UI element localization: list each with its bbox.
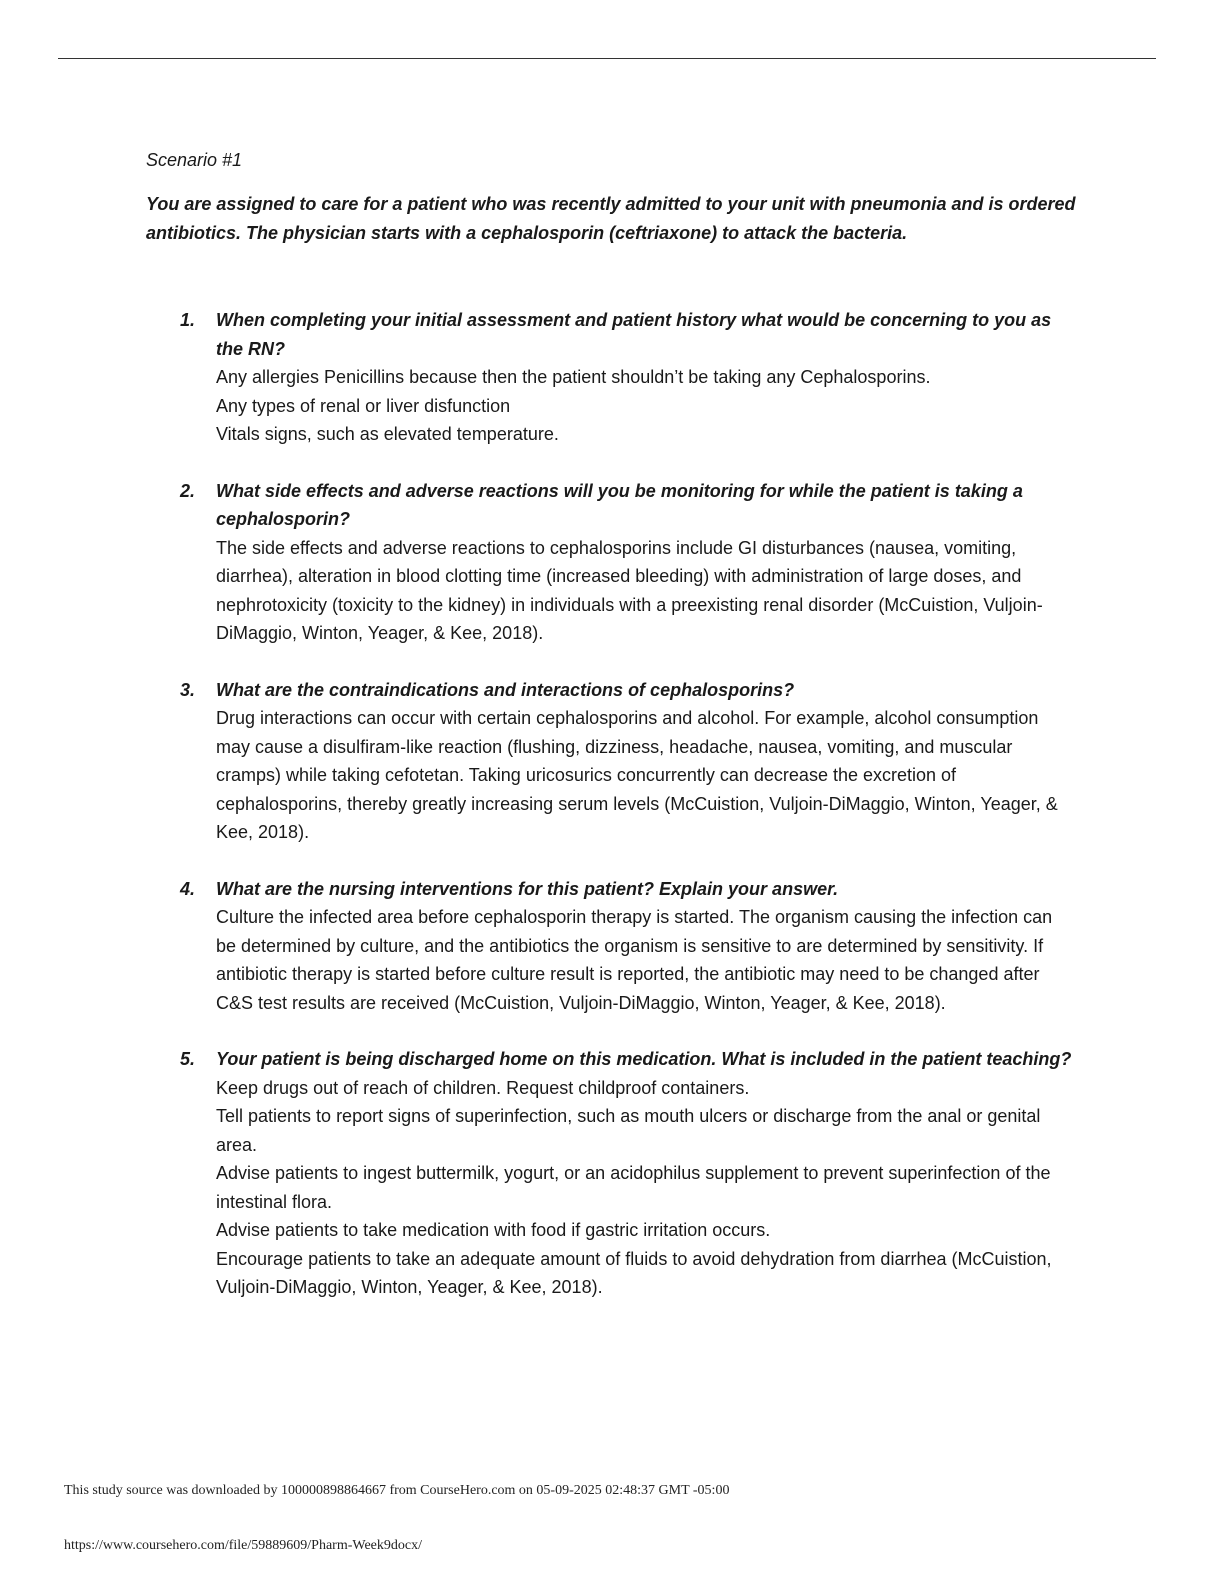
question-text: When completing your initial assessment and patient history what would be concerning to you as the RN?: [216, 310, 1052, 359]
question-number: 4.: [180, 878, 196, 899]
source-url[interactable]: https://www.coursehero.com/file/59889609/Pharm-Week9docx/: [64, 1538, 422, 1553]
question-number: 5.: [180, 1049, 196, 1069]
scenario-title: Scenario #1: [146, 150, 243, 170]
download-source-notice: This study source was downloaded by 100000898864667 from CourseHero.com on 05-09-2025 02:48:37 GMT -05:00: [64, 1483, 730, 1498]
header-divider: [58, 58, 1156, 59]
answer-line: Any allergies Penicillins because then the patient shouldn’t be taking any Cephalosporins.: [216, 367, 931, 387]
question-number: 2.: [180, 480, 196, 501]
question-number: 3.: [180, 679, 196, 700]
answer-line: The side effects and adverse reactions to cephalosporins include GI disturbances (nausea, vomiting, diarrhea), alteration in blood clotting time (increased bleeding) with administration of large doses, and nephrotoxicity (toxicity to the kidney) in individuals with a preexisting renal disorder (McCuistion, Vuljoin-DiMaggio, Winton, Yeager, & Kee, 2018).: [216, 537, 1043, 643]
answer-line: Any types of renal or liver disfunction: [216, 395, 511, 416]
question-item-4: [146, 875, 1076, 1018]
document-body: [146, 146, 1076, 1330]
scenario-description: You are assigned to care for a patient who was recently admitted to your unit with pneumonia and is ordered antibiotics. The physician starts with a cephalosporin (ceftriaxone) to attack the bacteria.: [146, 194, 1076, 243]
answer-line: Keep drugs out of reach of children. Request childproof containers.: [216, 1077, 750, 1098]
question-number: 1.: [180, 310, 196, 330]
answer-line: Drug interactions can occur with certain cephalosporins and alcohol. For example, alcohol consumption may cause a disulfiram-like reaction (flushing, dizziness, headache, nausea, vomiting, and muscular cramps) while taking cefotetan. Taking uricosurics concurrently can decrease the excretion of cephalosporins, thereby greatly increasing serum levels (McCuistion, Vuljoin-DiMaggio, Winton, Yeager, & Kee, 2018).: [216, 708, 1058, 842]
answer-line: Encourage patients to take an adequate amount of fluids to avoid dehydration from diarrhea (McCuistion, Vuljoin-DiMaggio, Winton, Yeager, & Kee, 2018).: [216, 1248, 1052, 1297]
answer-line: Tell patients to report signs of superinfection, such as mouth ulcers or discharge from the anal or genital area.: [216, 1106, 1041, 1155]
question-item-3: [146, 676, 1076, 847]
question-text: What are the nursing interventions for this patient? Explain your answer.: [216, 878, 839, 899]
answer-line: Advise patients to ingest buttermilk, yogurt, or an acidophilus supplement to prevent superinfection of the intestinal flora.: [216, 1163, 1051, 1212]
question-list: [146, 306, 1076, 1302]
question-text: What side effects and adverse reactions will you be monitoring for while the patient is taking a cephalosporin?: [216, 480, 1023, 529]
question-item-2: [146, 477, 1076, 648]
answer-line: Advise patients to take medication with food if gastric irritation occurs.: [216, 1220, 771, 1240]
question-text: Your patient is being discharged home on this medication. What is included in the patient teaching?: [216, 1049, 1072, 1069]
answer-line: Culture the infected area before cephalosporin therapy is started. The organism causing the infection can be determined by culture, and the antibiotics the organism is sensitive to are determined by sensitivity. If antibiotic therapy is started before culture result is reported, the antibiotic may need to be changed after C&S test results are received (McCuistion, Vuljoin-DiMaggio, Winton, Yeager, & Kee, 2018).: [216, 907, 1053, 1013]
question-text: What are the contraindications and interactions of cephalosporins?: [216, 679, 795, 700]
question-item-5: [146, 1045, 1076, 1302]
question-item-1: [146, 306, 1076, 449]
answer-line: Vitals signs, such as elevated temperature.: [216, 424, 559, 444]
